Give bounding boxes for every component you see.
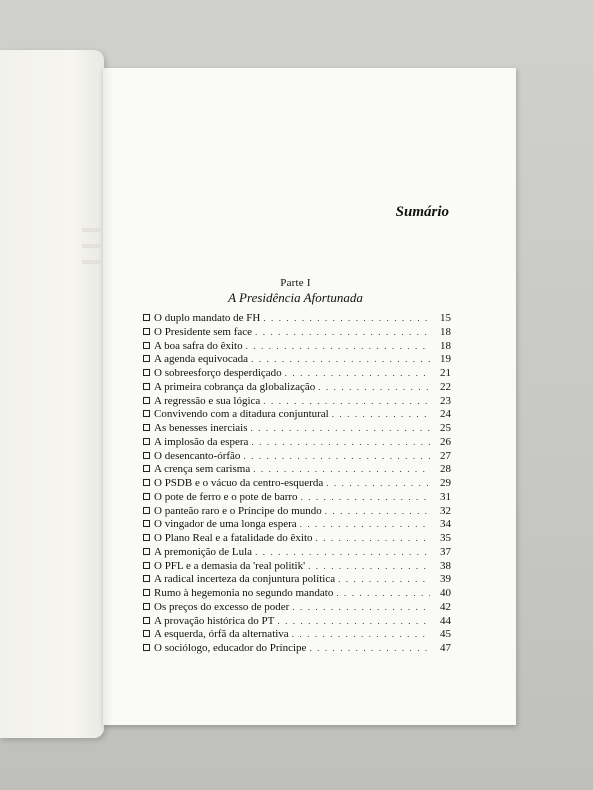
- toc-entry: [143, 518, 451, 532]
- dot-leader: [255, 326, 430, 340]
- dot-leader: [285, 367, 430, 381]
- toc-page-number: 47: [440, 642, 451, 654]
- checkbox-icon: [143, 507, 150, 514]
- toc-entry: [143, 353, 451, 367]
- toc-entry-title: O pote de ferro e o pote de barro: [154, 490, 298, 503]
- toc-page-number: 25: [440, 422, 451, 434]
- toc-page-number: 24: [440, 408, 451, 421]
- toc-page-number: 28: [440, 463, 451, 476]
- dot-leader: [243, 450, 430, 464]
- toc-entry: [143, 628, 451, 642]
- table-of-contents: [143, 312, 451, 656]
- toc-entry-title: A agenda equivocada: [154, 353, 249, 366]
- toc-entry-title: As benesses inerciais: [154, 422, 248, 434]
- part-title: A Presidência Afortunada: [228, 290, 363, 305]
- toc-entry: [143, 312, 451, 326]
- toc-entry-title: A regressão e sua lógica: [154, 394, 261, 407]
- dot-leader: [263, 312, 430, 326]
- toc-entry-title: A primeira cobrança da globalização: [154, 380, 316, 393]
- toc-page-number: 32: [440, 504, 451, 517]
- toc-page-number: 21: [440, 367, 451, 379]
- checkbox-icon: [143, 383, 150, 390]
- toc-page-number: 44: [440, 614, 451, 627]
- toc-entry: [143, 532, 451, 546]
- toc-entry: [143, 477, 451, 491]
- dot-leader: [255, 546, 430, 560]
- toc-entry-title: O desencanto-órfão: [154, 449, 241, 462]
- toc-page-number: 38: [440, 559, 451, 572]
- checkbox-icon: [143, 424, 150, 431]
- toc-page-number: 18: [440, 325, 451, 338]
- toc-entry-title: O panteão raro e o Príncipe do mundo: [154, 504, 322, 517]
- toc-entry: [143, 340, 451, 354]
- toc-page-number: 26: [440, 435, 451, 448]
- checkbox-icon: [143, 575, 150, 582]
- dot-leader: [309, 642, 430, 656]
- checkbox-icon: [143, 617, 150, 624]
- toc-entry-title: A premonição de Lula: [154, 545, 253, 558]
- dot-leader: [325, 505, 430, 519]
- toc-entry-title: A implosão da espera: [154, 435, 249, 448]
- checkbox-icon: [143, 562, 150, 569]
- toc-entry: [143, 573, 451, 587]
- toc-entry-title: Rumo à hegemonia no segundo mandato: [154, 587, 334, 599]
- checkbox-icon: [143, 465, 150, 472]
- dot-leader: [250, 422, 430, 436]
- checkbox-icon: [143, 493, 150, 500]
- part-label: Parte I: [280, 277, 311, 289]
- dot-leader: [253, 463, 430, 477]
- toc-entry-title: O sociólogo, educador do Príncipe: [154, 642, 307, 654]
- page-title: Sumário: [395, 204, 449, 220]
- toc-page-number: 22: [440, 380, 451, 393]
- toc-entry: [143, 601, 451, 615]
- checkbox-icon: [143, 479, 150, 486]
- checkbox-icon: [143, 644, 150, 651]
- left-book-page: [0, 50, 104, 738]
- toc-entry-title: A radical incerteza da conjuntura política: [154, 573, 336, 586]
- toc-entry-title: A provação histórica do PT: [154, 614, 275, 627]
- toc-entry-title: A crença sem carisma: [154, 463, 251, 476]
- dot-leader: [263, 395, 430, 409]
- toc-entry-title: O Plano Real e a fatalidade do êxito: [154, 532, 313, 544]
- bleed-through-mark: [82, 244, 100, 248]
- dot-leader: [251, 436, 430, 450]
- dot-leader: [318, 381, 430, 395]
- toc-entry: [143, 395, 451, 409]
- toc-page-number: 40: [440, 587, 451, 599]
- dot-leader: [292, 628, 430, 642]
- checkbox-icon: [143, 328, 150, 335]
- toc-page-number: 37: [440, 545, 451, 558]
- toc-entry: [143, 560, 451, 574]
- toc-page-number: 15: [440, 312, 451, 324]
- dot-leader: [308, 560, 430, 574]
- checkbox-icon: [143, 548, 150, 555]
- dot-leader: [336, 587, 430, 601]
- checkbox-icon: [143, 589, 150, 596]
- toc-entry: [143, 436, 451, 450]
- toc-page-number: 39: [440, 573, 451, 586]
- checkbox-icon: [143, 438, 150, 445]
- toc-entry-title: Os preços do excesso de poder: [154, 600, 290, 613]
- toc-entry: [143, 463, 451, 477]
- toc-entry: [143, 505, 451, 519]
- toc-page-number: 42: [440, 600, 451, 613]
- toc-page-number: 31: [440, 490, 451, 503]
- checkbox-icon: [143, 410, 150, 417]
- checkbox-icon: [143, 630, 150, 637]
- checkbox-icon: [143, 397, 150, 404]
- toc-page-number: 18: [440, 339, 451, 352]
- checkbox-icon: [143, 520, 150, 527]
- toc-page-number: 27: [440, 449, 451, 462]
- toc-entry: [143, 615, 451, 629]
- toc-entry: [143, 326, 451, 340]
- toc-page-number: 19: [440, 353, 451, 366]
- dot-leader: [316, 532, 430, 546]
- dot-leader: [326, 477, 430, 491]
- toc-entry: [143, 587, 451, 601]
- dot-leader: [246, 340, 430, 354]
- dot-leader: [332, 408, 430, 422]
- toc-entry: [143, 450, 451, 464]
- toc-entry: [143, 546, 451, 560]
- dot-leader: [292, 601, 430, 615]
- toc-entry: [143, 422, 451, 436]
- bleed-through-mark: [82, 260, 100, 264]
- bleed-through-mark: [82, 228, 100, 232]
- checkbox-icon: [143, 369, 150, 376]
- toc-page-number: 34: [440, 518, 451, 531]
- toc-page-number: 29: [440, 477, 451, 489]
- right-book-page: [103, 68, 516, 725]
- dot-leader: [300, 518, 430, 532]
- checkbox-icon: [143, 314, 150, 321]
- toc-entry-title: A esquerda, órfã da alternativa: [154, 628, 289, 641]
- toc-entry-title: O sobreesforço desperdiçado: [154, 367, 282, 379]
- toc-page-number: 45: [440, 628, 451, 641]
- toc-page-number: 35: [440, 532, 451, 544]
- dot-leader: [338, 573, 430, 587]
- toc-entry: [143, 367, 451, 381]
- toc-entry-title: A boa safra do êxito: [154, 339, 243, 352]
- dot-leader: [277, 615, 430, 629]
- toc-page-number: 23: [440, 394, 451, 407]
- checkbox-icon: [143, 452, 150, 459]
- checkbox-icon: [143, 534, 150, 541]
- checkbox-icon: [143, 355, 150, 362]
- checkbox-icon: [143, 342, 150, 349]
- toc-entry-title: Convivendo com a ditadura conjuntural: [154, 408, 329, 421]
- toc-entry-title: O PFL e a demasia da 'real politik': [154, 559, 306, 572]
- checkbox-icon: [143, 603, 150, 610]
- dot-leader: [301, 491, 430, 505]
- toc-entry: [143, 381, 451, 395]
- dot-leader: [251, 353, 430, 367]
- toc-entry-title: O PSDB e o vácuo da centro-esquerda: [154, 477, 324, 489]
- toc-entry-title: O duplo mandato de FH: [154, 312, 261, 324]
- toc-entry: [143, 408, 451, 422]
- toc-entry-title: O Presidente sem face: [154, 325, 253, 338]
- toc-entry: [143, 491, 451, 505]
- toc-entry-title: O vingador de uma longa espera: [154, 518, 297, 531]
- toc-entry: [143, 642, 451, 656]
